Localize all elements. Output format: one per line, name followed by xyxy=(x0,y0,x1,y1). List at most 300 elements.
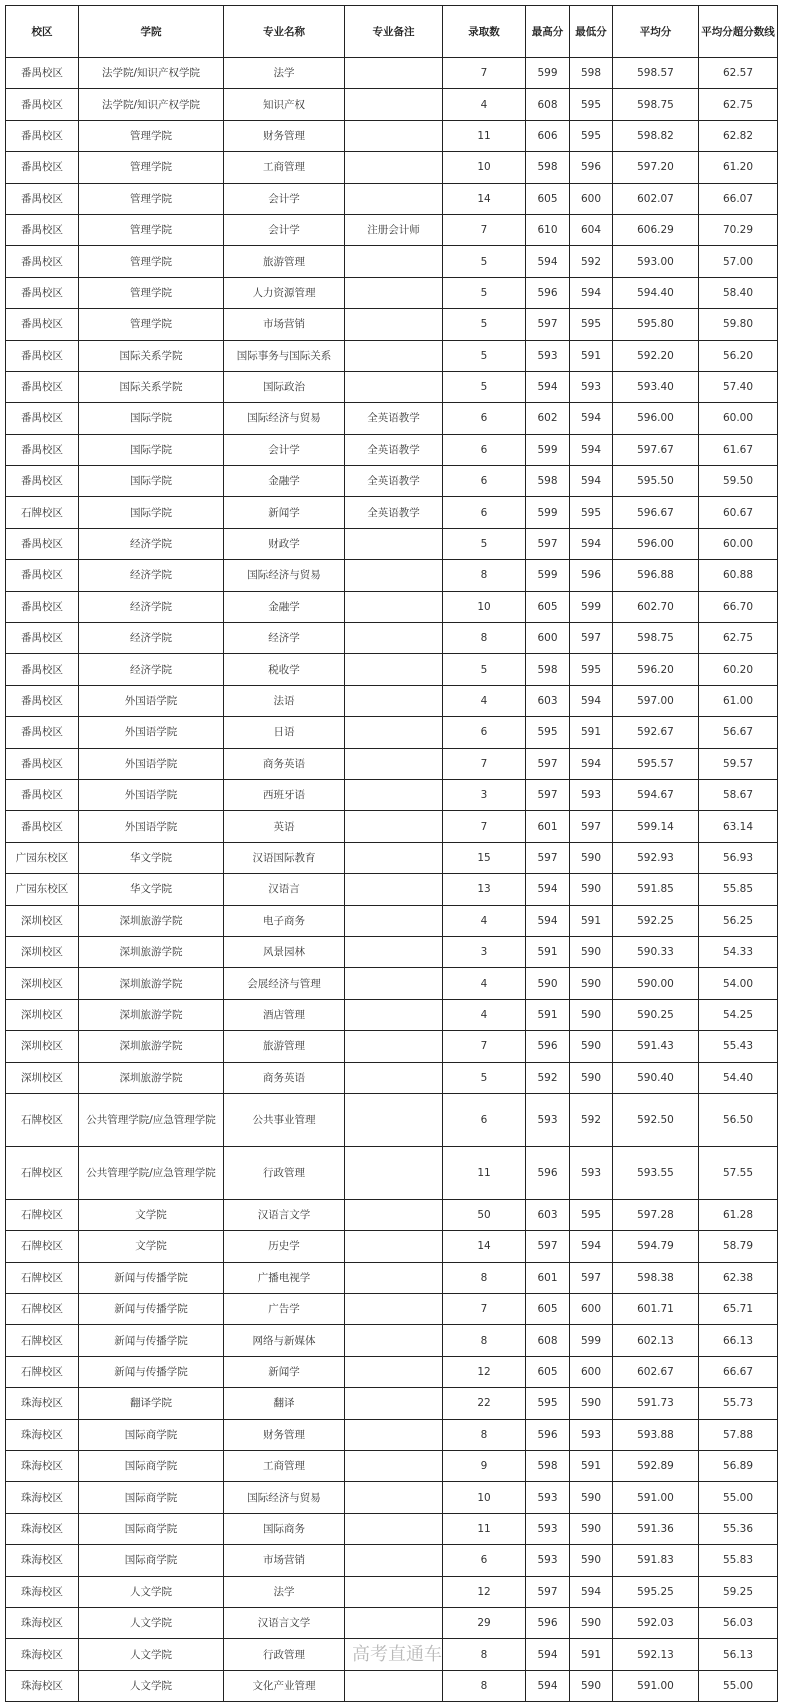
cell-major-note xyxy=(345,779,443,810)
cell-avg-over-line: 58.67 xyxy=(699,779,778,810)
cell-campus: 石牌校区 xyxy=(6,1146,79,1199)
cell-major: 商务英语 xyxy=(224,1062,345,1093)
table-row xyxy=(6,497,778,528)
cell-major-note xyxy=(345,1356,443,1387)
cell-avg-score: 592.50 xyxy=(613,1093,699,1146)
cell-max-score: 596 xyxy=(526,1031,570,1062)
cell-min-score: 600 xyxy=(570,1294,613,1325)
cell-major-note xyxy=(345,968,443,999)
cell-major-note: 全英语教学 xyxy=(345,466,443,497)
table-row xyxy=(6,1419,778,1450)
cell-max-score: 605 xyxy=(526,183,570,214)
header-admitted-count: 录取数 xyxy=(443,6,526,58)
cell-max-score: 595 xyxy=(526,1388,570,1419)
cell-max-score: 596 xyxy=(526,277,570,308)
cell-min-score: 595 xyxy=(570,120,613,151)
cell-admitted-count: 5 xyxy=(443,1062,526,1093)
cell-campus: 番禺校区 xyxy=(6,466,79,497)
cell-college: 深圳旅游学院 xyxy=(79,1062,224,1093)
cell-admitted-count: 7 xyxy=(443,1031,526,1062)
cell-campus: 珠海校区 xyxy=(6,1451,79,1482)
table-row xyxy=(6,591,778,622)
table-row xyxy=(6,1482,778,1513)
cell-admitted-count: 13 xyxy=(443,874,526,905)
cell-avg-score: 598.38 xyxy=(613,1262,699,1293)
cell-campus: 番禺校区 xyxy=(6,654,79,685)
cell-admitted-count: 7 xyxy=(443,811,526,842)
cell-min-score: 594 xyxy=(570,685,613,716)
cell-major: 广告学 xyxy=(224,1294,345,1325)
cell-max-score: 605 xyxy=(526,591,570,622)
cell-avg-over-line: 58.79 xyxy=(699,1231,778,1262)
cell-avg-over-line: 57.40 xyxy=(699,371,778,402)
cell-max-score: 594 xyxy=(526,874,570,905)
cell-min-score: 594 xyxy=(570,403,613,434)
table-row xyxy=(6,560,778,591)
cell-max-score: 599 xyxy=(526,560,570,591)
cell-college: 管理学院 xyxy=(79,277,224,308)
cell-campus: 番禺校区 xyxy=(6,89,79,120)
cell-max-score: 603 xyxy=(526,685,570,716)
table-row xyxy=(6,623,778,654)
cell-major-note xyxy=(345,1325,443,1356)
cell-major-note xyxy=(345,874,443,905)
cell-major: 工商管理 xyxy=(224,1451,345,1482)
cell-avg-score: 596.67 xyxy=(613,497,699,528)
cell-avg-score: 602.70 xyxy=(613,591,699,622)
cell-max-score: 594 xyxy=(526,1670,570,1701)
cell-college: 新闻与传播学院 xyxy=(79,1262,224,1293)
cell-max-score: 598 xyxy=(526,466,570,497)
cell-avg-over-line: 56.25 xyxy=(699,905,778,936)
cell-major-note xyxy=(345,1482,443,1513)
cell-college: 人文学院 xyxy=(79,1639,224,1670)
cell-min-score: 591 xyxy=(570,1639,613,1670)
cell-college: 国际学院 xyxy=(79,466,224,497)
cell-avg-over-line: 66.67 xyxy=(699,1356,778,1387)
cell-avg-over-line: 56.93 xyxy=(699,842,778,873)
cell-admitted-count: 14 xyxy=(443,183,526,214)
cell-avg-score: 596.00 xyxy=(613,528,699,559)
cell-admitted-count: 8 xyxy=(443,1670,526,1701)
cell-avg-score: 591.43 xyxy=(613,1031,699,1062)
table-row xyxy=(6,968,778,999)
cell-admitted-count: 8 xyxy=(443,560,526,591)
cell-min-score: 592 xyxy=(570,1093,613,1146)
cell-min-score: 597 xyxy=(570,811,613,842)
cell-max-score: 598 xyxy=(526,152,570,183)
cell-avg-over-line: 55.00 xyxy=(699,1670,778,1701)
cell-max-score: 597 xyxy=(526,1576,570,1607)
cell-major-note xyxy=(345,1545,443,1576)
cell-college: 翻译学院 xyxy=(79,1388,224,1419)
cell-major-note xyxy=(345,1062,443,1093)
cell-min-score: 590 xyxy=(570,1545,613,1576)
cell-campus: 番禺校区 xyxy=(6,246,79,277)
cell-admitted-count: 5 xyxy=(443,654,526,685)
cell-avg-score: 592.67 xyxy=(613,717,699,748)
cell-major-note xyxy=(345,748,443,779)
cell-campus: 番禺校区 xyxy=(6,371,79,402)
cell-admitted-count: 7 xyxy=(443,58,526,89)
cell-campus: 广园东校区 xyxy=(6,842,79,873)
table-row xyxy=(6,309,778,340)
cell-campus: 番禺校区 xyxy=(6,717,79,748)
cell-avg-score: 591.00 xyxy=(613,1482,699,1513)
cell-college: 国际商学院 xyxy=(79,1482,224,1513)
cell-min-score: 590 xyxy=(570,1513,613,1544)
cell-max-score: 596 xyxy=(526,1419,570,1450)
table-row xyxy=(6,277,778,308)
cell-min-score: 590 xyxy=(570,874,613,905)
cell-campus: 番禺校区 xyxy=(6,403,79,434)
cell-college: 国际学院 xyxy=(79,403,224,434)
cell-avg-score: 592.03 xyxy=(613,1607,699,1638)
cell-avg-over-line: 55.83 xyxy=(699,1545,778,1576)
cell-college: 华文学院 xyxy=(79,874,224,905)
cell-college: 文学院 xyxy=(79,1231,224,1262)
cell-avg-score: 593.40 xyxy=(613,371,699,402)
cell-major: 法学 xyxy=(224,1576,345,1607)
cell-major-note xyxy=(345,1451,443,1482)
cell-major-note xyxy=(345,560,443,591)
cell-major-note xyxy=(345,89,443,120)
cell-avg-over-line: 66.07 xyxy=(699,183,778,214)
cell-avg-over-line: 59.50 xyxy=(699,466,778,497)
table-body xyxy=(6,58,778,1702)
cell-admitted-count: 3 xyxy=(443,779,526,810)
cell-max-score: 596 xyxy=(526,1146,570,1199)
cell-admitted-count: 6 xyxy=(443,466,526,497)
table-row xyxy=(6,1545,778,1576)
cell-avg-score: 593.55 xyxy=(613,1146,699,1199)
table-row xyxy=(6,1146,778,1199)
cell-college: 经济学院 xyxy=(79,654,224,685)
cell-major: 金融学 xyxy=(224,591,345,622)
cell-major: 历史学 xyxy=(224,1231,345,1262)
cell-avg-over-line: 65.71 xyxy=(699,1294,778,1325)
cell-avg-over-line: 59.57 xyxy=(699,748,778,779)
cell-max-score: 590 xyxy=(526,968,570,999)
cell-avg-score: 590.33 xyxy=(613,936,699,967)
cell-major: 经济学 xyxy=(224,623,345,654)
header-avg-over-line: 平均分超分数线 xyxy=(699,6,778,58)
cell-college: 外国语学院 xyxy=(79,811,224,842)
cell-avg-score: 595.25 xyxy=(613,1576,699,1607)
cell-min-score: 599 xyxy=(570,591,613,622)
cell-max-score: 593 xyxy=(526,1545,570,1576)
cell-major: 工商管理 xyxy=(224,152,345,183)
cell-max-score: 599 xyxy=(526,434,570,465)
cell-major: 市场营销 xyxy=(224,1545,345,1576)
cell-campus: 番禺校区 xyxy=(6,340,79,371)
cell-college: 国际商学院 xyxy=(79,1513,224,1544)
cell-major: 公共事业管理 xyxy=(224,1093,345,1146)
cell-major-note xyxy=(345,1031,443,1062)
cell-admitted-count: 11 xyxy=(443,120,526,151)
cell-college: 深圳旅游学院 xyxy=(79,1031,224,1062)
cell-min-score: 595 xyxy=(570,89,613,120)
cell-major-note xyxy=(345,1576,443,1607)
cell-major-note xyxy=(345,58,443,89)
cell-major-note xyxy=(345,1388,443,1419)
cell-avg-over-line: 57.00 xyxy=(699,246,778,277)
cell-admitted-count: 11 xyxy=(443,1513,526,1544)
cell-max-score: 601 xyxy=(526,1262,570,1293)
table-row xyxy=(6,1670,778,1701)
cell-avg-over-line: 60.00 xyxy=(699,403,778,434)
cell-max-score: 602 xyxy=(526,403,570,434)
cell-min-score: 604 xyxy=(570,214,613,245)
cell-college: 经济学院 xyxy=(79,560,224,591)
cell-min-score: 590 xyxy=(570,842,613,873)
table-row xyxy=(6,1262,778,1293)
cell-max-score: 603 xyxy=(526,1199,570,1230)
cell-college: 人文学院 xyxy=(79,1576,224,1607)
cell-admitted-count: 22 xyxy=(443,1388,526,1419)
table-row xyxy=(6,999,778,1030)
cell-avg-over-line: 60.67 xyxy=(699,497,778,528)
cell-min-score: 595 xyxy=(570,497,613,528)
cell-avg-over-line: 62.38 xyxy=(699,1262,778,1293)
cell-campus: 番禺校区 xyxy=(6,685,79,716)
cell-admitted-count: 6 xyxy=(443,1093,526,1146)
cell-major-note xyxy=(345,1199,443,1230)
cell-major: 人力资源管理 xyxy=(224,277,345,308)
cell-campus: 石牌校区 xyxy=(6,1294,79,1325)
cell-campus: 番禺校区 xyxy=(6,560,79,591)
cell-college: 管理学院 xyxy=(79,120,224,151)
cell-admitted-count: 6 xyxy=(443,717,526,748)
cell-avg-over-line: 61.20 xyxy=(699,152,778,183)
cell-avg-score: 595.50 xyxy=(613,466,699,497)
cell-avg-score: 594.40 xyxy=(613,277,699,308)
cell-avg-score: 592.20 xyxy=(613,340,699,371)
table-row xyxy=(6,214,778,245)
cell-campus: 石牌校区 xyxy=(6,1231,79,1262)
cell-major-note xyxy=(345,1419,443,1450)
cell-avg-score: 606.29 xyxy=(613,214,699,245)
cell-campus: 番禺校区 xyxy=(6,748,79,779)
cell-avg-score: 598.57 xyxy=(613,58,699,89)
cell-college: 新闻与传播学院 xyxy=(79,1356,224,1387)
cell-avg-over-line: 61.67 xyxy=(699,434,778,465)
cell-avg-over-line: 60.20 xyxy=(699,654,778,685)
cell-min-score: 590 xyxy=(570,999,613,1030)
cell-college: 公共管理学院/应急管理学院 xyxy=(79,1146,224,1199)
header-row xyxy=(6,6,778,58)
cell-campus: 珠海校区 xyxy=(6,1576,79,1607)
table-row xyxy=(6,842,778,873)
cell-avg-over-line: 56.89 xyxy=(699,1451,778,1482)
cell-major-note xyxy=(345,152,443,183)
cell-min-score: 594 xyxy=(570,277,613,308)
cell-major-note xyxy=(345,1146,443,1199)
cell-campus: 石牌校区 xyxy=(6,497,79,528)
cell-college: 华文学院 xyxy=(79,842,224,873)
cell-major-note xyxy=(345,811,443,842)
cell-min-score: 595 xyxy=(570,1199,613,1230)
cell-avg-over-line: 62.75 xyxy=(699,89,778,120)
cell-major: 新闻学 xyxy=(224,1356,345,1387)
cell-major: 行政管理 xyxy=(224,1146,345,1199)
cell-campus: 番禺校区 xyxy=(6,591,79,622)
cell-admitted-count: 4 xyxy=(443,685,526,716)
cell-avg-score: 602.13 xyxy=(613,1325,699,1356)
cell-min-score: 591 xyxy=(570,717,613,748)
cell-major: 会展经济与管理 xyxy=(224,968,345,999)
cell-max-score: 610 xyxy=(526,214,570,245)
cell-avg-over-line: 62.57 xyxy=(699,58,778,89)
cell-min-score: 599 xyxy=(570,1325,613,1356)
cell-avg-score: 594.67 xyxy=(613,779,699,810)
cell-major: 旅游管理 xyxy=(224,1031,345,1062)
cell-campus: 深圳校区 xyxy=(6,936,79,967)
cell-avg-over-line: 66.70 xyxy=(699,591,778,622)
cell-admitted-count: 10 xyxy=(443,152,526,183)
cell-avg-score: 590.00 xyxy=(613,968,699,999)
cell-admitted-count: 4 xyxy=(443,905,526,936)
cell-min-score: 590 xyxy=(570,968,613,999)
cell-admitted-count: 10 xyxy=(443,1482,526,1513)
cell-avg-over-line: 56.20 xyxy=(699,340,778,371)
table-row xyxy=(6,1325,778,1356)
cell-major-note xyxy=(345,591,443,622)
cell-major: 网络与新媒体 xyxy=(224,1325,345,1356)
cell-min-score: 591 xyxy=(570,340,613,371)
table-row xyxy=(6,1607,778,1638)
cell-max-score: 594 xyxy=(526,246,570,277)
cell-major-note xyxy=(345,309,443,340)
cell-major-note xyxy=(345,340,443,371)
cell-campus: 石牌校区 xyxy=(6,1356,79,1387)
table-row xyxy=(6,1356,778,1387)
cell-max-score: 594 xyxy=(526,1639,570,1670)
cell-major: 西班牙语 xyxy=(224,779,345,810)
cell-major-note xyxy=(345,1670,443,1701)
cell-college: 深圳旅游学院 xyxy=(79,999,224,1030)
table-row xyxy=(6,1513,778,1544)
table-row xyxy=(6,654,778,685)
cell-max-score: 608 xyxy=(526,89,570,120)
table-row xyxy=(6,1199,778,1230)
cell-avg-over-line: 55.00 xyxy=(699,1482,778,1513)
table-row xyxy=(6,152,778,183)
cell-campus: 番禺校区 xyxy=(6,277,79,308)
cell-admitted-count: 7 xyxy=(443,748,526,779)
cell-major: 金融学 xyxy=(224,466,345,497)
cell-college: 人文学院 xyxy=(79,1670,224,1701)
cell-avg-score: 591.00 xyxy=(613,1670,699,1701)
cell-major-note xyxy=(345,842,443,873)
table-row xyxy=(6,1031,778,1062)
cell-college: 国际关系学院 xyxy=(79,340,224,371)
cell-admitted-count: 50 xyxy=(443,1199,526,1230)
table-row xyxy=(6,340,778,371)
table-row xyxy=(6,371,778,402)
cell-avg-over-line: 56.13 xyxy=(699,1639,778,1670)
cell-avg-score: 592.89 xyxy=(613,1451,699,1482)
cell-admitted-count: 12 xyxy=(443,1576,526,1607)
cell-avg-score: 599.14 xyxy=(613,811,699,842)
cell-campus: 番禺校区 xyxy=(6,183,79,214)
table-row xyxy=(6,874,778,905)
cell-avg-score: 591.85 xyxy=(613,874,699,905)
table-row xyxy=(6,58,778,89)
cell-admitted-count: 5 xyxy=(443,371,526,402)
cell-min-score: 594 xyxy=(570,528,613,559)
cell-avg-score: 596.88 xyxy=(613,560,699,591)
cell-major: 英语 xyxy=(224,811,345,842)
cell-min-score: 591 xyxy=(570,905,613,936)
cell-college: 经济学院 xyxy=(79,623,224,654)
watermark: 高考直通车 xyxy=(352,1644,442,1665)
cell-avg-score: 590.40 xyxy=(613,1062,699,1093)
cell-avg-over-line: 59.25 xyxy=(699,1576,778,1607)
table-row xyxy=(6,1451,778,1482)
cell-major-note xyxy=(345,999,443,1030)
table-row xyxy=(6,89,778,120)
cell-campus: 珠海校区 xyxy=(6,1607,79,1638)
cell-admitted-count: 9 xyxy=(443,1451,526,1482)
cell-major-note xyxy=(345,277,443,308)
cell-major-note xyxy=(345,371,443,402)
cell-min-score: 590 xyxy=(570,1062,613,1093)
cell-college: 国际商学院 xyxy=(79,1545,224,1576)
cell-campus: 番禺校区 xyxy=(6,779,79,810)
table-row xyxy=(6,120,778,151)
cell-admitted-count: 6 xyxy=(443,497,526,528)
admission-scores-table xyxy=(5,5,778,1702)
cell-avg-score: 596.00 xyxy=(613,403,699,434)
cell-major-note xyxy=(345,1513,443,1544)
table-row xyxy=(6,246,778,277)
cell-campus: 珠海校区 xyxy=(6,1419,79,1450)
cell-campus: 番禺校区 xyxy=(6,528,79,559)
cell-major: 旅游管理 xyxy=(224,246,345,277)
cell-min-score: 593 xyxy=(570,1419,613,1450)
cell-avg-over-line: 55.85 xyxy=(699,874,778,905)
table-row xyxy=(6,1388,778,1419)
cell-avg-score: 598.82 xyxy=(613,120,699,151)
cell-major: 文化产业管理 xyxy=(224,1670,345,1701)
cell-min-score: 592 xyxy=(570,246,613,277)
cell-major-note: 全英语教学 xyxy=(345,403,443,434)
cell-major: 税收学 xyxy=(224,654,345,685)
cell-avg-over-line: 54.00 xyxy=(699,968,778,999)
cell-admitted-count: 6 xyxy=(443,403,526,434)
cell-admitted-count: 4 xyxy=(443,968,526,999)
cell-avg-over-line: 59.80 xyxy=(699,309,778,340)
cell-major-note xyxy=(345,654,443,685)
cell-avg-over-line: 57.55 xyxy=(699,1146,778,1199)
cell-max-score: 608 xyxy=(526,1325,570,1356)
cell-max-score: 591 xyxy=(526,999,570,1030)
cell-major: 国际事务与国际关系 xyxy=(224,340,345,371)
cell-major-note xyxy=(345,685,443,716)
cell-min-score: 597 xyxy=(570,623,613,654)
cell-campus: 深圳校区 xyxy=(6,1062,79,1093)
cell-college: 深圳旅游学院 xyxy=(79,905,224,936)
cell-college: 国际学院 xyxy=(79,434,224,465)
cell-major: 会计学 xyxy=(224,214,345,245)
table-row xyxy=(6,905,778,936)
cell-major-note xyxy=(345,1262,443,1293)
cell-major: 国际经济与贸易 xyxy=(224,403,345,434)
table-row xyxy=(6,1576,778,1607)
table-row xyxy=(6,466,778,497)
cell-admitted-count: 8 xyxy=(443,1325,526,1356)
